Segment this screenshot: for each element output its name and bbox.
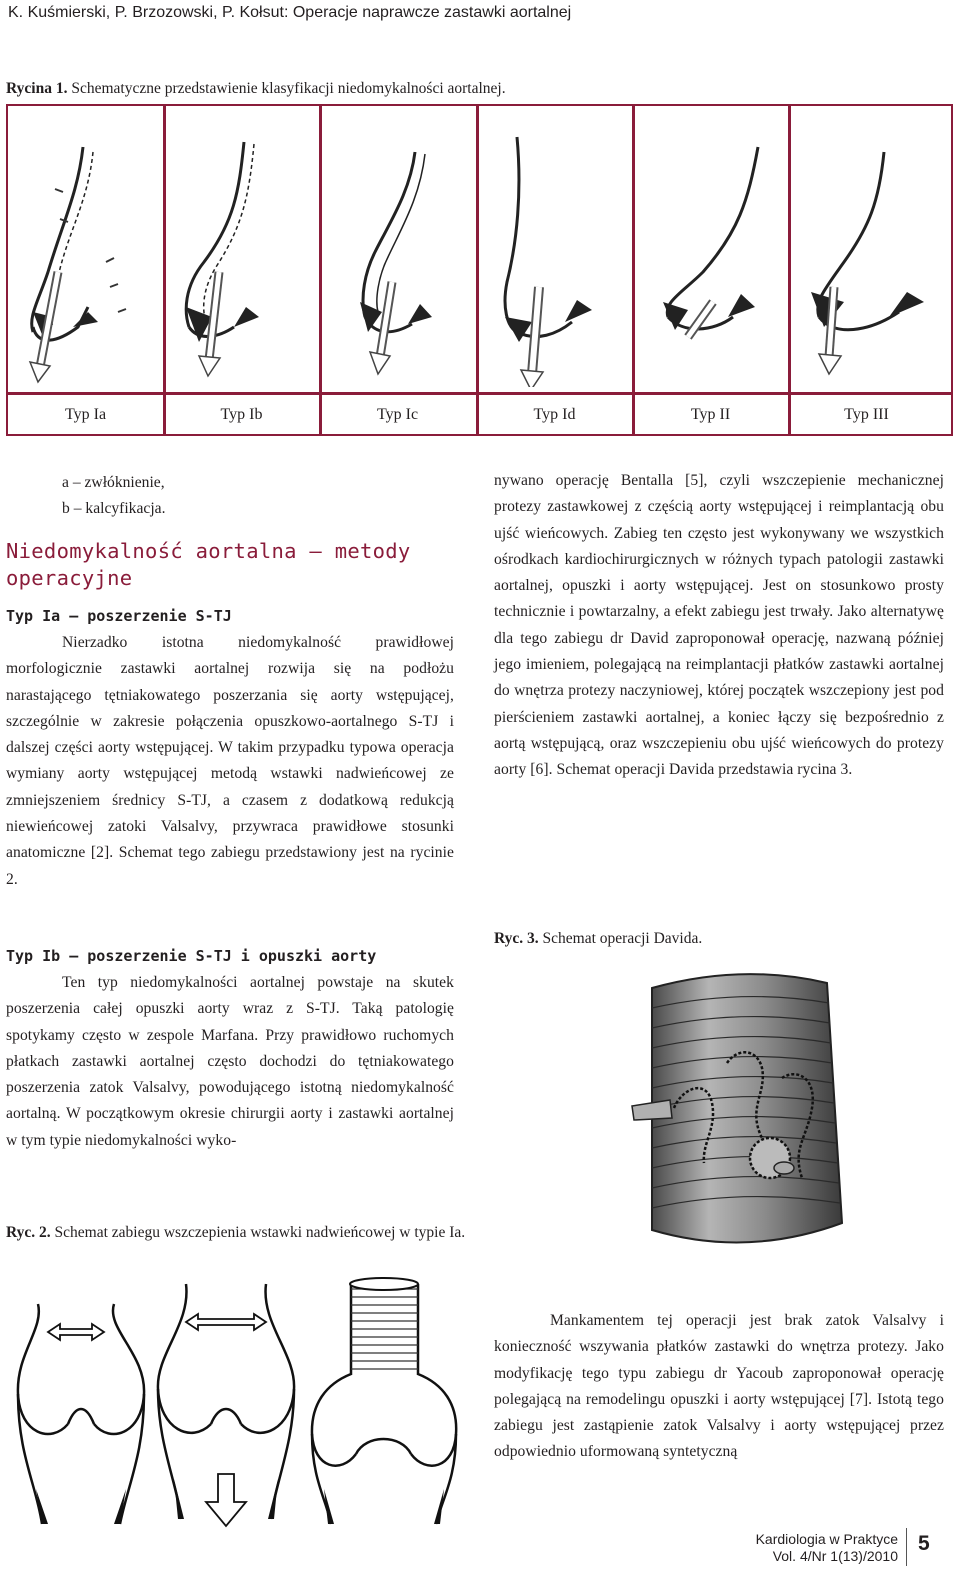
- type-ic-illustration: [320, 112, 476, 387]
- section-heading: Niedomykalność aortalna – metody operacyjne: [6, 539, 411, 590]
- type-label: Typ Ia: [64, 406, 107, 423]
- typ-ib-block: [6, 944, 454, 1154]
- type-label: Typ Ib: [220, 406, 263, 423]
- legend-item: a – zwłóknienie,: [62, 474, 165, 491]
- figure2-caption: [6, 1222, 466, 1243]
- footer-divider: [906, 1528, 907, 1566]
- type-ia-illustration: [8, 112, 163, 387]
- type-ii-illustration: [633, 112, 788, 387]
- figure2-label: Ryc. 2.: [6, 1224, 51, 1241]
- typ-ib-paragraph: Ten typ niedomykalności aortalnej powstaje na skutek poszerzenia całej opuszki aorty wraz z S-TJ. Taką patologię spotykamy często w zespole Marfana. Przy prawidłowo ruchomych płatkach zastawki aortalnej często dochodzi do tętniakowatego poszerzenia zatok Valsalvy, powodującego istotną niedomykalność aortalną. W początkowym okresie chirurgii aorty i zastawki aortalnej w tym typie niedomykalności wyko-: [6, 974, 454, 1149]
- type-label: Typ II: [690, 406, 731, 423]
- right-paragraph-2: Mankamentem tej operacji jest brak zatok Valsalvy i konieczność wszywania płatków zastawki do wnętrza protezy. Jako modyfikację tego typu zabiegu dr Yacoub zaproponował operację polegającą na remodelingu opuszki i aorty wstępującej [7]. Istotą tego zabiegu jest zastąpienie zatok Valsalvy i aorty wstępującej przez odpowiednio uformowaną syntetyczną: [494, 1312, 944, 1461]
- david-operation-illustration: [612, 968, 882, 1258]
- footer-journal: [756, 1531, 898, 1565]
- type-label: Typ III: [844, 406, 889, 423]
- figure3-caption: [494, 930, 702, 948]
- type-label: Typ Ic: [376, 406, 419, 423]
- figure1-panel: [6, 104, 953, 436]
- figure1-legend: [62, 470, 165, 522]
- figure1-caption: [6, 80, 506, 98]
- type-id-illustration: [477, 112, 632, 387]
- journal-title: Kardiologia w Praktyce: [755, 1531, 898, 1547]
- figure1-caption-text: Schematyczne przedstawienie klasyfikacji niedomykalności aortalnej.: [71, 80, 506, 97]
- right-column-text: [494, 468, 944, 784]
- right-paragraph: nywano operację Bentalla [5], czyli wszczepienie mechanicznej protezy zastawkowej z częścią aorty wstępującej i reimplantacją obu ujść wieńcowych. Zabieg ten często jest wykonywany we wszystkich ośrodkach kardiochirurgicznych w różnych typach patologii zastawki aortalnej, opuszki i aorty wstępującej. Jest on stosunkowo prosty technicznie i powtarzalny, a efekt zabiegu jest trwały. Jako alternatywę dla tego zabiegu dr David zaproponował operację, nazwaną później jego imieniem, polegającą na reimplantacji płatków zastawki aortalnej do wnętrza protezy naczyniowej, której początek wszczepiony jest pod pierścieniem zastawki aortalnej, a koniec łączy się bezpośrednio z aortą wstępującą, oraz wszczepieniu obu ujść wieńcowych do protezy aorty [6]. Schemat operacji Davida przedstawia rycina 3.: [494, 472, 944, 779]
- running-header: K. Kuśmierski, P. Brzozowski, P. Kołsut: Operacje naprawcze zastawki aortalnej: [8, 4, 572, 21]
- typ-ib-subheading: Typ Ib – poszerzenie S-TJ i opuszki aorty: [6, 947, 377, 965]
- figure3-label: Ryc. 3.: [494, 930, 539, 947]
- type-iii-illustration: [789, 112, 949, 387]
- figure2-caption-text: Schemat zabiegu wszczepienia wstawki nadwieńcowej w typie Ia.: [54, 1224, 466, 1241]
- page-number: 5: [918, 1532, 930, 1555]
- type-ib-illustration: [164, 112, 319, 387]
- figure3-caption-text: Schemat operacji Davida.: [542, 930, 703, 947]
- right-column-text-2: [494, 1308, 944, 1466]
- journal-volume: Vol. 4/Nr 1(13)/2010: [772, 1548, 898, 1564]
- typ-ia-subheading: Typ Ia – poszerzenie S-TJ: [6, 607, 232, 625]
- type-label: Typ Id: [533, 406, 576, 423]
- figure2-illustration: [6, 1274, 466, 1539]
- figure1-label: Rycina 1.: [6, 80, 68, 97]
- legend-item: b – kalcyfikacja.: [62, 500, 166, 517]
- typ-ia-block: [6, 604, 454, 893]
- typ-ia-paragraph: Nierzadko istotna niedomykalność prawidłowej morfologicznie zastawki aortalnej rozwija się na podłożu narastającego tętniakowatego poszerzania się aorty wstępującej, szczególnie w zakresie połączenia opuszkowo-aortalnego S-TJ i dalszej części aorty wstępującej. W takim przypadku typowa operacja wymiany aorty wstępującej metodą wstawki nadwieńcowej ze zmniejszeniem średnicy S-TJ, a czasem z dodatkową redukcją niewieńcowej zatoki Valsalvy, przywraca prawidłowe stosunki anatomiczne [2]. Schemat tego zabiegu przedstawiony jest na rycinie 2.: [6, 634, 454, 888]
